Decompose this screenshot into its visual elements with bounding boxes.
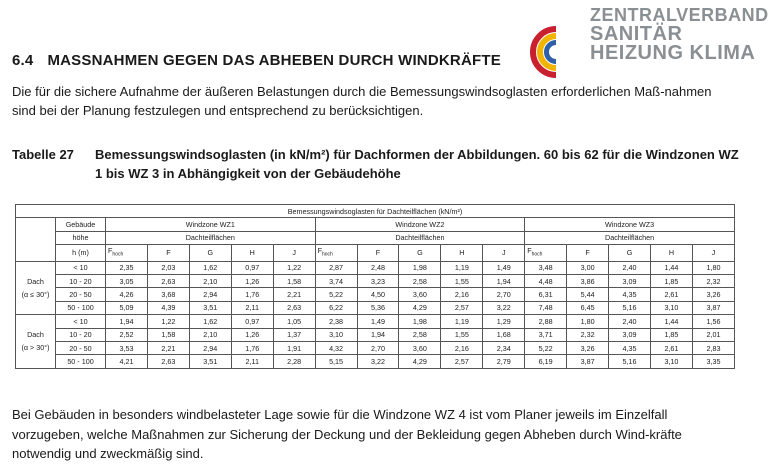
load-value-cell: 1,05 (273, 315, 315, 328)
load-value-cell: 1,76 (231, 341, 273, 354)
load-value-cell: 1,37 (273, 328, 315, 341)
roof-area-subheader: Dachteilflächen (525, 231, 735, 244)
load-value-cell: 2,40 (609, 261, 651, 274)
load-value-cell: 1,49 (357, 315, 399, 328)
load-value-cell: 2,61 (650, 341, 692, 354)
load-value-cell: 1,62 (189, 261, 231, 274)
height-cell: < 10 (56, 315, 106, 328)
load-value-cell: 2,58 (399, 328, 441, 341)
load-value-cell: 2,10 (189, 275, 231, 288)
load-value-cell: 2,32 (692, 275, 734, 288)
wind-load-table-wrapper (15, 204, 735, 369)
table-row (16, 355, 735, 368)
roof-group-label-1: Dach (27, 330, 44, 340)
load-value-cell: 4,29 (399, 355, 441, 368)
load-value-cell: 0,97 (231, 315, 273, 328)
load-value-cell: 5,44 (567, 288, 609, 301)
load-value-cell: 3,22 (357, 355, 399, 368)
section-title (12, 52, 501, 69)
load-value-cell: 4,29 (399, 301, 441, 314)
col-letter: G (609, 245, 651, 261)
load-value-cell: 2,21 (273, 288, 315, 301)
load-value-cell: 3,35 (692, 355, 734, 368)
table-title: Bemessungswindsoglasten für Dachteilflächen (kN/m²) (16, 205, 735, 218)
load-value-cell: 2,34 (483, 341, 525, 354)
table-row (16, 301, 735, 314)
load-value-cell: 6,45 (567, 301, 609, 314)
load-value-cell: 1,56 (692, 315, 734, 328)
load-value-cell: 5,36 (357, 301, 399, 314)
col-letter: H (231, 245, 273, 261)
zvshk-logo (530, 5, 769, 78)
load-value-cell: 1,26 (231, 328, 273, 341)
table-row (16, 328, 735, 341)
load-value-cell: 3,60 (399, 288, 441, 301)
col-fhoch-base: F (527, 246, 532, 256)
height-cell: 20 - 50 (56, 341, 106, 354)
load-value-cell: 2,03 (147, 261, 189, 274)
load-value-cell: 1,22 (147, 315, 189, 328)
col-head-building: Gebäude (56, 218, 106, 231)
load-value-cell: 1,55 (441, 328, 483, 341)
logo-line-3: HEIZUNG KLIMA (590, 42, 756, 64)
load-value-cell: 2,32 (567, 328, 609, 341)
load-value-cell: 1,85 (650, 275, 692, 288)
table-caption-label: Tabelle 27 (12, 147, 74, 162)
load-value-cell: 2,11 (231, 355, 273, 368)
section-heading: MASSNAHMEN GEGEN DAS ABHEBEN DURCH WINDKRÄFTE (47, 52, 501, 69)
col-fhoch-sub: hoch (531, 251, 543, 258)
table-caption-text: Bemessungswindsoglasten (in kN/m²) für Dachformen der Abbildungen. 60 bis 62 für die Windzonen WZ 1 bis WZ 3 in Abhängigkeit von der Gebäudehöhe (95, 147, 739, 181)
load-value-cell: 1,98 (399, 315, 441, 328)
col-letter: H (650, 245, 692, 261)
load-value-cell: 2,38 (315, 315, 357, 328)
roof-area-subheader: Dachteilflächen (106, 231, 316, 244)
load-value-cell: 2,28 (273, 355, 315, 368)
col-fhoch (315, 245, 357, 261)
table-row (16, 275, 735, 288)
roof-group-label-1: Dach (27, 276, 44, 286)
load-value-cell: 4,48 (525, 275, 567, 288)
load-value-cell: 2,57 (441, 355, 483, 368)
load-value-cell: 2,70 (483, 288, 525, 301)
load-value-cell: 2,48 (357, 261, 399, 274)
table-title-row (16, 205, 735, 218)
col-letter: F (567, 245, 609, 261)
col-fhoch-base: F (317, 246, 322, 256)
load-value-cell: 2,83 (692, 341, 734, 354)
table-body (16, 205, 735, 369)
height-cell: 50 - 100 (56, 355, 106, 368)
zvshk-logo-mark-icon (530, 26, 582, 78)
col-letter: F (357, 245, 399, 261)
logo-line-1: ZENTRALVERBAND (590, 5, 769, 25)
load-value-cell: 1,85 (650, 328, 692, 341)
roof-area-subheader: Dachteilflächen (315, 231, 525, 244)
load-value-cell: 2,40 (609, 315, 651, 328)
table-row (16, 261, 735, 274)
height-cell: 10 - 20 (56, 275, 106, 288)
load-value-cell: 1,49 (483, 261, 525, 274)
zone-header: Windzone WZ1 (106, 218, 316, 231)
load-value-cell: 3,87 (692, 301, 734, 314)
load-value-cell: 2,63 (273, 301, 315, 314)
roof-group-label (16, 315, 56, 369)
load-value-cell: 2,01 (692, 328, 734, 341)
load-value-cell: 2,61 (650, 288, 692, 301)
load-value-cell: 3,26 (692, 288, 734, 301)
col-letter: J (483, 245, 525, 261)
load-value-cell: 1,29 (483, 315, 525, 328)
load-value-cell: 0,97 (231, 261, 273, 274)
load-value-cell: 2,58 (399, 275, 441, 288)
footer-paragraph: Bei Gebäuden in besonders windbelasteter Lage sowie für die Windzone WZ 4 ist vom Planer jeweils im Einzelfall vorzugeben, welche Maßnahmen zur Sicherung der Deckung und der Bekleidung gegen Abheben durch Wind-kräfte notwendig und zweckmäßig sind. (12, 407, 682, 461)
load-value-cell: 3,68 (147, 288, 189, 301)
load-value-cell: 4,32 (315, 341, 357, 354)
load-value-cell: 3,09 (609, 328, 651, 341)
load-value-cell: 1,58 (273, 275, 315, 288)
load-value-cell: 3,53 (106, 341, 148, 354)
col-fhoch-sub: hoch (322, 251, 333, 258)
load-value-cell: 5,16 (609, 355, 651, 368)
load-value-cell: 1,94 (106, 315, 148, 328)
load-value-cell: 2,57 (441, 301, 483, 314)
load-value-cell: 5,22 (315, 288, 357, 301)
load-value-cell: 3,51 (189, 301, 231, 314)
zone-header: Windzone WZ3 (525, 218, 735, 231)
table-row (16, 315, 735, 328)
height-cell: < 10 (56, 261, 106, 274)
table-caption (12, 145, 742, 183)
roof-group-label-2: (α ≤ 30°) (21, 289, 50, 299)
col-letter: G (189, 245, 231, 261)
load-value-cell: 4,35 (609, 341, 651, 354)
load-value-cell: 3,00 (567, 261, 609, 274)
load-value-cell: 6,31 (525, 288, 567, 301)
load-value-cell: 3,26 (567, 341, 609, 354)
load-value-cell: 2,88 (525, 315, 567, 328)
load-value-cell: 2,87 (315, 261, 357, 274)
load-value-cell: 6,22 (315, 301, 357, 314)
logo-line-2: SANITÄR (590, 23, 683, 45)
load-value-cell: 1,44 (650, 315, 692, 328)
load-value-cell: 2,10 (189, 328, 231, 341)
load-value-cell: 1,26 (231, 275, 273, 288)
load-value-cell: 1,58 (147, 328, 189, 341)
load-value-cell: 3,10 (650, 355, 692, 368)
col-head-hm: h (m) (56, 245, 106, 261)
load-value-cell: 2,94 (189, 288, 231, 301)
load-value-cell: 3,71 (525, 328, 567, 341)
load-value-cell: 1,22 (273, 261, 315, 274)
load-value-cell: 3,05 (106, 275, 148, 288)
load-value-cell: 3,09 (609, 275, 651, 288)
load-value-cell: 2,35 (106, 261, 148, 274)
load-value-cell: 2,63 (147, 275, 189, 288)
load-value-cell: 3,74 (315, 275, 357, 288)
col-head-height: höhe (56, 231, 106, 244)
table-subhead-row (16, 231, 735, 244)
col-fhoch (525, 245, 567, 261)
load-value-cell: 3,22 (483, 301, 525, 314)
logo-text (590, 6, 769, 63)
load-value-cell: 4,26 (106, 288, 148, 301)
load-value-cell: 1,68 (483, 328, 525, 341)
load-value-cell: 6,19 (525, 355, 567, 368)
load-value-cell: 3,60 (399, 341, 441, 354)
load-value-cell: 1,98 (399, 261, 441, 274)
load-value-cell: 1,91 (273, 341, 315, 354)
load-value-cell: 1,55 (441, 275, 483, 288)
load-value-cell: 2,79 (483, 355, 525, 368)
load-value-cell: 3,51 (189, 355, 231, 368)
table-zone-row (16, 218, 735, 231)
wind-load-table (15, 204, 735, 369)
height-cell: 20 - 50 (56, 288, 106, 301)
load-value-cell: 2,52 (106, 328, 148, 341)
load-value-cell: 5,09 (106, 301, 148, 314)
load-value-cell: 5,16 (609, 301, 651, 314)
zone-header: Windzone WZ2 (315, 218, 525, 231)
roof-group-label-2: (α > 30°) (21, 343, 50, 353)
load-value-cell: 2,11 (231, 301, 273, 314)
load-value-cell: 1,80 (692, 261, 734, 274)
col-letter: H (441, 245, 483, 261)
table-row (16, 288, 735, 301)
load-value-cell: 1,19 (441, 315, 483, 328)
load-value-cell: 3,23 (357, 275, 399, 288)
height-cell: 50 - 100 (56, 301, 106, 314)
col-letter: F (147, 245, 189, 261)
load-value-cell: 4,21 (106, 355, 148, 368)
load-value-cell: 3,48 (525, 261, 567, 274)
load-value-cell: 1,94 (357, 328, 399, 341)
load-value-cell: 3,86 (567, 275, 609, 288)
load-value-cell: 2,16 (441, 288, 483, 301)
load-value-cell: 3,10 (315, 328, 357, 341)
load-value-cell: 3,87 (567, 355, 609, 368)
load-value-cell: 2,16 (441, 341, 483, 354)
load-value-cell: 2,70 (357, 341, 399, 354)
load-value-cell: 2,94 (189, 341, 231, 354)
load-value-cell: 1,76 (231, 288, 273, 301)
load-value-cell: 1,94 (483, 275, 525, 288)
table-row (16, 341, 735, 354)
col-letter: G (399, 245, 441, 261)
col-fhoch-sub: hoch (112, 251, 124, 258)
load-value-cell: 2,21 (147, 341, 189, 354)
load-value-cell: 2,63 (147, 355, 189, 368)
col-fhoch-base: F (108, 246, 113, 256)
load-value-cell: 1,62 (189, 315, 231, 328)
roof-group-label (16, 261, 56, 315)
height-cell: 10 - 20 (56, 328, 106, 341)
load-value-cell: 7,48 (525, 301, 567, 314)
corner-cell (16, 218, 56, 261)
load-value-cell: 4,35 (609, 288, 651, 301)
load-value-cell: 1,44 (650, 261, 692, 274)
col-letter: J (692, 245, 734, 261)
table-column-row (16, 245, 735, 261)
load-value-cell: 5,15 (315, 355, 357, 368)
col-fhoch (106, 245, 148, 261)
load-value-cell: 4,50 (357, 288, 399, 301)
section-number: 6.4 (12, 52, 34, 69)
col-letter: J (273, 245, 315, 261)
load-value-cell: 4,39 (147, 301, 189, 314)
load-value-cell: 1,19 (441, 261, 483, 274)
load-value-cell: 5,22 (525, 341, 567, 354)
load-value-cell: 1,80 (567, 315, 609, 328)
intro-paragraph: Die für die sichere Aufnahme der äußeren Belastungen durch die Bemessungswindsoglasten erforderlichen Maß-nahmen sind bei der Planung festzulegen und entsprechend zu berücksichtigen. (12, 84, 712, 118)
load-value-cell: 3,10 (650, 301, 692, 314)
